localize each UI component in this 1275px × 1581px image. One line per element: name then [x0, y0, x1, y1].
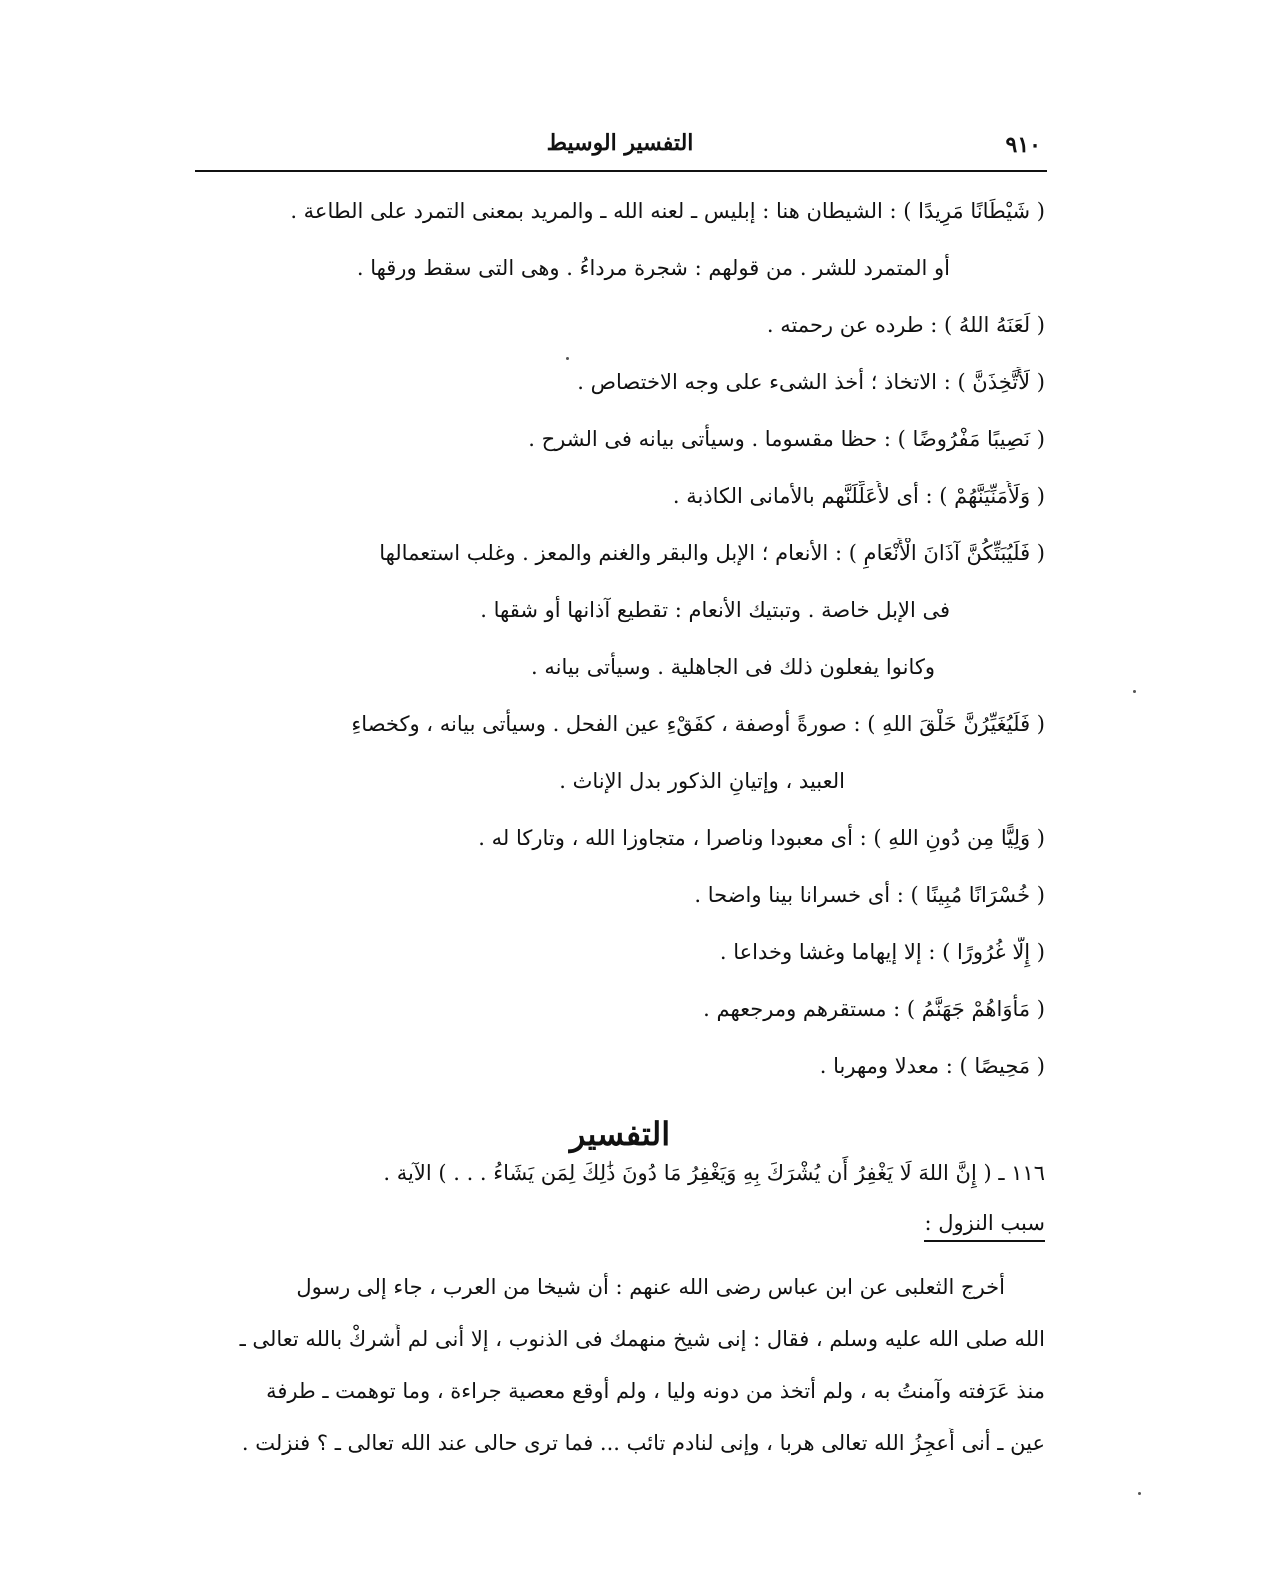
gloss-entry: ( فَلَيُبَتِّكُنَّ آذَانَ الْأَنْعَامِ ) : الأنعام ؛ الإبل والبقر والغنم والمعز . وغلب استعمالها: [379, 541, 1045, 565]
gloss-entry: ( لَأَتَّخِذَنَّ ) : الاتخاذ ؛ أخذ الشىء على وجه الاختصاص .: [577, 370, 1045, 394]
scan-speck: [566, 357, 569, 360]
verse-quote: ١١٦ ـ ( إِنَّ اللهَ لَا يَغْفِرُ أَن يُشْرَكَ بِهِ وَيَغْفِرُ مَا دُونَ ذَٰلِكَ لِمَن يَشَاءُ . . . ) الآية .: [383, 1161, 1045, 1185]
page-header: [195, 128, 1045, 172]
scan-speck: [1138, 1492, 1141, 1495]
gloss-entry: ( خُسْرَانًا مُبِينًا ) : أى خسرانا بينا واضحا .: [694, 883, 1045, 907]
gloss-entry: ( مَأْوَاهُمْ جَهَنَّمُ ) : مستقرهم ومرجعهم .: [703, 997, 1045, 1021]
body-line: أخرج الثعلبى عن ابن عباس رضى الله عنهم : أن شيخا من العرب ، جاء إلى رسول: [296, 1275, 1005, 1299]
gloss-entry: ( شَيْطَانًا مَرِيدًا ) : الشيطان هنا : إبليس ـ لعنه الله ـ والمريد بمعنى التمرد على الطاعة .: [290, 199, 1045, 223]
body-line: عين ـ أنى أُعجِزُ الله تعالى هربا ، وإنى لنادم تائب ... فما ترى حالى عند الله تعالى ـ ؟ فنزلت .: [241, 1431, 1045, 1455]
gloss-entry: ( إِلَّا غُرُورًا ) : إلا إيهاما وغشا وخداعا .: [719, 940, 1045, 964]
gloss-continuation: العبيد ، وإتيانِ الذكور بدل الإناث .: [559, 769, 845, 793]
running-title: التفسير الوسيط: [546, 130, 694, 156]
gloss-continuation: وكانوا يفعلون ذلك فى الجاهلية . وسيأتى بيانه .: [531, 655, 935, 679]
glossary: [195, 196, 1045, 1108]
gloss-entry: ( وَلِيًّا مِن دُونِ اللهِ ) : أى معبودا وناصرا ، متجاوزا الله ، وتاركا له .: [478, 826, 1045, 850]
gloss-entry: ( وَلَأُمَنِّيَنَّهُمْ ) : أى لأُعَلِّلَنَّهم بالأمانى الكاذبة .: [672, 484, 1045, 508]
gloss-entry: ( فَلَيُغَيِّرُنَّ خَلْقَ اللهِ ) : صورةً أوصفة ، كفَقْءِ عين الفحل . وسيأتى بيانه ، وكخصاءِ: [351, 712, 1045, 736]
section-title: التفسير: [569, 1115, 671, 1153]
header-rule: [195, 170, 1047, 172]
page-number: ٩١٠: [1005, 132, 1041, 158]
body-line: الله صلى الله عليه وسلم ، فقال : إنى شيخ منهمك فى الذنوب ، إلا أنى لم أُشركْ بالله تعالى ـ: [239, 1327, 1045, 1351]
gloss-entry: ( مَحِيصًا ) : معدلا ومهربا .: [819, 1054, 1045, 1078]
scan-speck: [1133, 690, 1136, 693]
reason-heading-wrap: [195, 1208, 1045, 1272]
reason-heading: سبب النزول :: [924, 1208, 1045, 1242]
gloss-entry: ( نَصِيبًا مَفْرُوضًا ) : حظا مقسوما . وسيأتى بيانه فى الشرح .: [528, 427, 1045, 451]
gloss-entry: ( لَعَنَهُ اللهُ ) : طرده عن رحمته .: [766, 313, 1045, 337]
body-paragraph: [195, 1272, 1045, 1480]
main-content: [195, 196, 1045, 1480]
gloss-continuation: فى الإبل خاصة . وتبتيك الأنعام : تقطيع آذانها أو شقها .: [480, 598, 950, 622]
body-line: منذ عَرَفته وآمنتُ به ، ولم أتخذ من دونه وليا ، ولم أوقع معصية جراءة ، وما توهمت ـ طرفة: [266, 1379, 1045, 1403]
gloss-continuation: أو المتمرد للشر . من قولهم : شجرة مرداءُ . وهى التى سقط ورقها .: [356, 256, 950, 280]
